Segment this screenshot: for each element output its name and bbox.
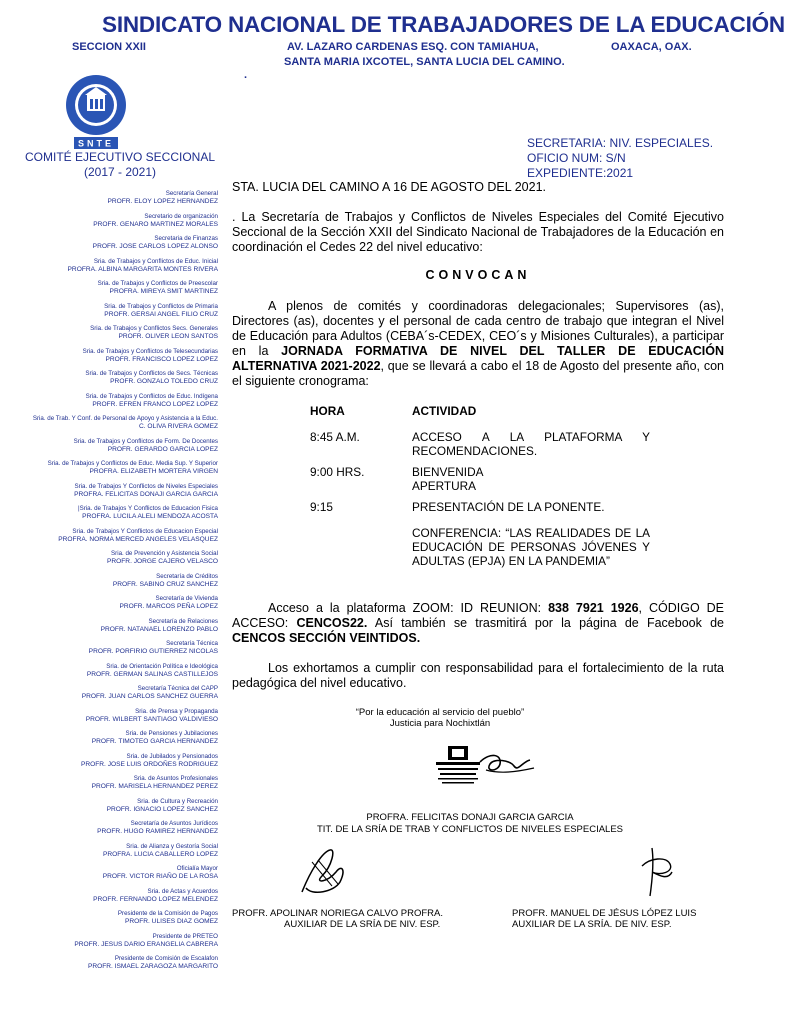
committee-member bbox=[14, 820, 218, 837]
member-name: PROFR. HUGO RAMIREZ HERNANDEZ bbox=[97, 828, 218, 835]
access-text-a: Acceso a la plataforma ZOOM: ID REUNION: bbox=[268, 601, 549, 615]
member-name: PROFR. GERARDO GARCIA LOPEZ bbox=[107, 445, 218, 453]
main-signatory-name: PROFRA. FELICITAS DONAJI GARCIA GARCIA bbox=[366, 812, 574, 823]
member-role: Secretaría Técnica del CAPP bbox=[137, 685, 218, 692]
committee-member bbox=[14, 258, 218, 275]
member-role: Sria. de Trabajos y Conflictos de Educ. Inicial bbox=[93, 257, 218, 265]
closing-paragraph: Los exhortamos a cumplir con responsabilidad para el fortalecimiento de la ruta pedagógica del nivel educativo. bbox=[232, 661, 724, 690]
intro-paragraph: . La Secretaría de Trabajos y Conflictos de Niveles Especiales del Comité Ejecutivo Seccional de la Sección XXII del Sindicato Nacional de Trabajadores de la Educación en coordinación el Cedes 22 del nivel educativo: bbox=[232, 210, 724, 254]
member-role: Sria. de Trabajos y Conflictos de Educ. Indígena bbox=[85, 392, 218, 400]
member-role: Sria. de Trabajos Y Conflictos de Educacion Especial bbox=[72, 527, 218, 535]
committee-member bbox=[14, 483, 218, 500]
address-line1: AV. LAZARO CARDENAS ESQ. CON TAMIAHUA, bbox=[287, 41, 539, 53]
committee-member bbox=[14, 933, 218, 950]
committee-member bbox=[14, 190, 218, 207]
member-name: PROFR. WILBERT SANTIAGO VALDIVIESO bbox=[85, 715, 218, 723]
member-role: Sria. de Trab. Y Conf. de Personal de Apoyo y Asistencia a la Educ. bbox=[32, 415, 218, 422]
member-name: PROFR. FERNANDO LOPEZ MELENDEZ bbox=[93, 895, 218, 903]
main-signatory-title: TIT. DE LA SRÍA DE TRAB Y CONFLICTOS DE NIVELES ESPECIALES bbox=[316, 824, 624, 835]
right-signatory-title: AUXILIAR DE LA SRÍA. DE NIV. ESP. bbox=[512, 919, 672, 930]
invitation-text-c: , que se llevará a cabo el 18 de Agosto del presente año, con el siguiente cronograma: bbox=[232, 359, 724, 388]
motto-line2: Justicia para Nochixtlán bbox=[389, 718, 491, 729]
member-name: PROFR. JORGE CAJERO VELASCO bbox=[106, 558, 218, 565]
union-title: SINDICATO NACIONAL DE TRABAJADORES DE LA EDUCACIÓN bbox=[102, 12, 785, 37]
member-name: PROFR. VICTOR RIAÑO DE LA ROSA bbox=[102, 873, 218, 880]
member-name: PROFR. OLIVER LEON SANTOS bbox=[118, 333, 218, 340]
access-text-b: , CÓDIGO DE ACCESO: bbox=[232, 601, 725, 630]
member-role: Sria. de Trabajos y Conflictos de Secs. Técnicas bbox=[85, 370, 218, 377]
member-role: Presidente de Comisión de Escalafon bbox=[114, 955, 218, 962]
committee-member bbox=[14, 348, 218, 365]
member-name: PROFR. JUAN CARLOS SANCHEZ GUERRA bbox=[81, 693, 218, 700]
left-signatory-title: AUXILIAR DE LA SRÍA DE NIV. ESP. bbox=[284, 919, 441, 930]
committee-member bbox=[14, 325, 218, 342]
member-name: PROFR. JOSE CARLOS LOPEZ ALONSO bbox=[92, 243, 218, 250]
member-name: PROFR. IGNACIO LOPEZ SANCHEZ bbox=[106, 805, 218, 813]
schedule-activity: ACCESO A LA PLATAFORMA Y RECOMENDACIONES. bbox=[412, 430, 650, 458]
member-role: Sria. de Prevención y Asistencia Social bbox=[111, 550, 218, 557]
access-text-c: Así también se trasmitirá por la página de Facebook de bbox=[367, 616, 724, 630]
document-date: STA. LUCIA DEL CAMINO A 16 DE AGOSTO DEL 2021. bbox=[232, 180, 547, 194]
member-role: Sria. de Trabajos Y Conflictos de Niveles Especiales bbox=[74, 482, 218, 490]
committee-member bbox=[14, 460, 218, 477]
member-name: PROFR. MARISELA HERNANDEZ PEREZ bbox=[91, 783, 218, 790]
member-name: PROFR. SABINO CRUZ SANCHEZ bbox=[112, 580, 218, 588]
member-role: Sria. de Actas y Acuerdos bbox=[147, 887, 218, 895]
member-name: PROFR. JESUS DARIO ERANGELIA CABRERA bbox=[74, 940, 218, 948]
member-role: Sria. de Trabajos y Conflictos de Telesecundarias bbox=[82, 347, 218, 355]
committee-member bbox=[14, 640, 218, 657]
meeting-id: 838 7921 1926 bbox=[548, 601, 639, 615]
member-role: Presidente de la Comisión de Pagos bbox=[117, 910, 218, 917]
member-role: Presidente de PRETEO bbox=[152, 932, 218, 940]
member-role: Secretaría General bbox=[165, 190, 218, 197]
document-meta bbox=[527, 136, 713, 181]
schedule-activity: PRESENTACIÓN DE LA PONENTE. bbox=[412, 500, 605, 514]
right-signatory-name: PROFR. MANUEL DE JÉSUS LÓPEZ LUIS bbox=[512, 908, 697, 919]
committee-member bbox=[14, 910, 218, 927]
member-name: PROFRA. LUCILA ALELI MENDOZA ACOSTA bbox=[82, 513, 218, 520]
member-name: PROFR. FRANCISCO LOPEZ LOPEZ bbox=[105, 355, 218, 363]
member-name: PROFRA. ALBINA MARGARITA MONTES RIVERA bbox=[67, 265, 218, 273]
member-name: PROFR. GERMAN SALINAS CASTILLEJOS bbox=[86, 670, 218, 678]
committee-member bbox=[14, 213, 218, 230]
committee-member bbox=[14, 393, 218, 410]
committee-member bbox=[14, 595, 218, 612]
left-signature-block bbox=[232, 908, 482, 930]
secretaria-label: SECRETARIA: NIV. ESPECIALES. bbox=[527, 136, 714, 150]
access-code: CENCOS22. bbox=[296, 616, 368, 630]
committee-member bbox=[14, 235, 218, 252]
member-name: PROFR. TIMOTEO GARCIA HERNANDEZ bbox=[91, 738, 218, 745]
event-name: JORNADA FORMATIVA DE NIVEL DEL TALLER DE EDUCACIÓN ALTERNATIVA 2021-2022 bbox=[232, 344, 724, 373]
member-name: PROFR. ELOY LOPEZ HERNANDEZ bbox=[107, 198, 218, 205]
motto-line1: “Por la educación al servicio del pueblo” bbox=[355, 707, 525, 718]
schedule-activity: BIENVENIDA bbox=[412, 465, 484, 479]
member-name: PROFR. GONZALO TOLEDO CRUZ bbox=[110, 378, 218, 385]
committee-member bbox=[14, 843, 218, 860]
member-role: Secretaría de Asuntos Jurídicos bbox=[130, 820, 218, 827]
schedule-time bbox=[310, 479, 412, 493]
member-name: PROFRA. NORMA MERCED ANGELES VELASQUEZ bbox=[58, 535, 218, 543]
committee-member bbox=[14, 303, 218, 320]
schedule-time: 9:15 bbox=[310, 500, 333, 514]
committee-member bbox=[14, 685, 218, 702]
convocan-heading: CONVOCAN bbox=[425, 268, 531, 282]
committee-member bbox=[14, 888, 218, 905]
schedule-row bbox=[310, 430, 650, 458]
schedule-activity: APERTURA bbox=[412, 479, 477, 493]
schedule-row bbox=[310, 526, 650, 568]
schedule-row bbox=[310, 465, 650, 479]
member-role: Secretaría de Relaciones bbox=[148, 617, 218, 625]
member-name: PROFR. EFREN FRANCO LOPEZ LOPEZ bbox=[92, 400, 218, 408]
committee-member bbox=[14, 618, 218, 635]
committee-block bbox=[20, 150, 220, 180]
header-dot: . bbox=[244, 69, 248, 81]
right-signature bbox=[630, 842, 680, 900]
schedule-row bbox=[310, 500, 650, 514]
committee-member bbox=[14, 415, 218, 432]
member-name: PROFRA. FELICITAS DONAJI GARCIA GARCIA bbox=[74, 490, 218, 498]
committee-member bbox=[14, 280, 218, 297]
committee-name: COMITÉ EJECUTIVO SECCIONAL bbox=[24, 150, 216, 164]
committee-member-list bbox=[14, 190, 218, 978]
committee-member bbox=[14, 955, 218, 972]
member-role: Sria. de Trabajos y Conflictos de Form. De Docentes bbox=[73, 437, 218, 445]
snte-logo bbox=[60, 73, 132, 153]
committee-member bbox=[14, 528, 218, 545]
schedule-table bbox=[310, 404, 650, 575]
committee-member bbox=[14, 370, 218, 387]
member-role: Sria. de Alianza y Gestoría Social bbox=[126, 842, 218, 850]
facebook-page: CENCOS SECCIÓN VEINTIDOS. bbox=[232, 631, 421, 645]
member-role: Sria. de Orientación Política e Ideológica bbox=[106, 662, 218, 670]
schedule-time: 9:00 HRS. bbox=[310, 465, 365, 479]
access-paragraph bbox=[232, 601, 724, 646]
invitation-text-a: A plenos de comités y coordinadoras delegacionales; Supervisores (as), Directores (as), docentes y el personal de cada centro de trabajo que integran el Nivel de Educación para Adultos (CEBA´s-CEDEX, CEO´s y Misiones Culturales), a participar en la bbox=[232, 299, 724, 358]
official-stamp bbox=[430, 742, 540, 802]
member-role: Sria. de Trabajos y Conflictos de Primaria bbox=[104, 302, 218, 310]
member-name: PROFRA. ELIZABETH MORTERA VIRGEN bbox=[89, 468, 218, 475]
city-label: OAXACA, OAX. bbox=[611, 41, 692, 53]
schedule-header-hora: HORA bbox=[310, 404, 345, 418]
left-signature bbox=[292, 842, 352, 900]
member-name: PROFR. JOSE LUIS ORDOÑES RODRIGUEZ bbox=[80, 760, 218, 768]
member-role: Sria. de Jubilados y Pensionados bbox=[126, 752, 218, 760]
member-role: Secretario de organización bbox=[144, 212, 218, 220]
expediente-label: EXPEDIENTE:2021 bbox=[527, 166, 634, 180]
member-name: PROFR. ULISES DIAZ GOMEZ bbox=[124, 918, 218, 925]
schedule-activity: CONFERENCIA: “LAS REALIDADES DE LA EDUCACIÓN DE PERSONAS JÓVENES Y ADULTAS (EPJA) EN LA PANDEMIA” bbox=[412, 526, 650, 568]
committee-member bbox=[14, 798, 218, 815]
section-label: SECCION XXII bbox=[72, 41, 146, 53]
member-role: Sria. de Trabajos y Conflictos de Preescolar bbox=[97, 280, 218, 287]
schedule-row bbox=[310, 479, 650, 493]
invitation-paragraph bbox=[232, 299, 724, 389]
member-role: Secretaria de Finanzas bbox=[154, 235, 218, 242]
left-signatory-name: PROFR. APOLINAR NORIEGA CALVO PROFRA. bbox=[232, 908, 443, 919]
member-role: Secretaría de Vivienda bbox=[155, 595, 218, 602]
member-role: Sria. de Trabajos y Conflictos de Educ. Media Sup. Y Superior bbox=[47, 460, 218, 467]
member-name: PROFR. PORFIRIO GUTIERREZ NICOLAS bbox=[88, 648, 218, 655]
schedule-header-actividad: ACTIVIDAD bbox=[412, 404, 477, 418]
committee-period: (2017 - 2021) bbox=[83, 165, 157, 179]
committee-member bbox=[14, 550, 218, 567]
schedule-time: 8:45 A.M. bbox=[310, 430, 360, 444]
committee-member bbox=[14, 438, 218, 455]
member-role: Secretaría de Créditos bbox=[156, 572, 218, 580]
member-name: PROFRA. LUCIA CABALLERO LOPEZ bbox=[102, 850, 218, 858]
member-role: Secretaría Técnica bbox=[166, 640, 218, 647]
member-name: PROFR. ISMAEL ZARAGOZA MARGARITO bbox=[87, 963, 218, 970]
member-name: PROFR. NATANAEL LORENZO PABLO bbox=[100, 625, 218, 633]
right-signature-block bbox=[512, 908, 752, 930]
schedule-time bbox=[310, 526, 412, 568]
oficio-label: OFICIO NUM: S/N bbox=[527, 151, 626, 165]
member-role: Oficialía Mayor bbox=[176, 865, 218, 872]
committee-member bbox=[14, 708, 218, 725]
member-name: PROFRA. MIREYA SMIT MARTINEZ bbox=[109, 288, 218, 295]
member-role: |Sria. de Trabajos Y Conflictos de Educacion Fisica bbox=[78, 505, 218, 512]
committee-member bbox=[14, 775, 218, 792]
committee-member bbox=[14, 663, 218, 680]
member-name: C. OLIVA RIVERA GOMEZ bbox=[138, 423, 218, 430]
member-role: Sria. de Asuntos Profesionales bbox=[133, 775, 218, 782]
member-name: PROFR. GENARO MARTINEZ MORALES bbox=[93, 220, 218, 228]
committee-member bbox=[14, 865, 218, 882]
address-line2: SANTA MARIA IXCOTEL, SANTA LUCIA DEL CAMINO. bbox=[284, 56, 565, 68]
member-name: PROFR. MARCOS PEÑA LOPEZ bbox=[119, 603, 218, 610]
member-role: Sria. de Prensa y Propaganda bbox=[135, 707, 218, 715]
motto-block bbox=[240, 707, 640, 729]
member-name: PROFR. GERSAI ANGEL FILIO CRUZ bbox=[104, 310, 218, 318]
member-role: Sria. de Trabajos y Conflictos Secs. Generales bbox=[90, 325, 218, 332]
svg-text:SNTE: SNTE bbox=[77, 138, 115, 149]
main-signature-block bbox=[240, 812, 700, 836]
committee-member bbox=[14, 753, 218, 770]
member-role: Sria. de Pensiones y Jubilaciones bbox=[125, 730, 218, 737]
committee-member bbox=[14, 505, 218, 522]
committee-member bbox=[14, 573, 218, 590]
member-role: Sria. de Cultura y Recreación bbox=[137, 797, 218, 805]
committee-member bbox=[14, 730, 218, 747]
